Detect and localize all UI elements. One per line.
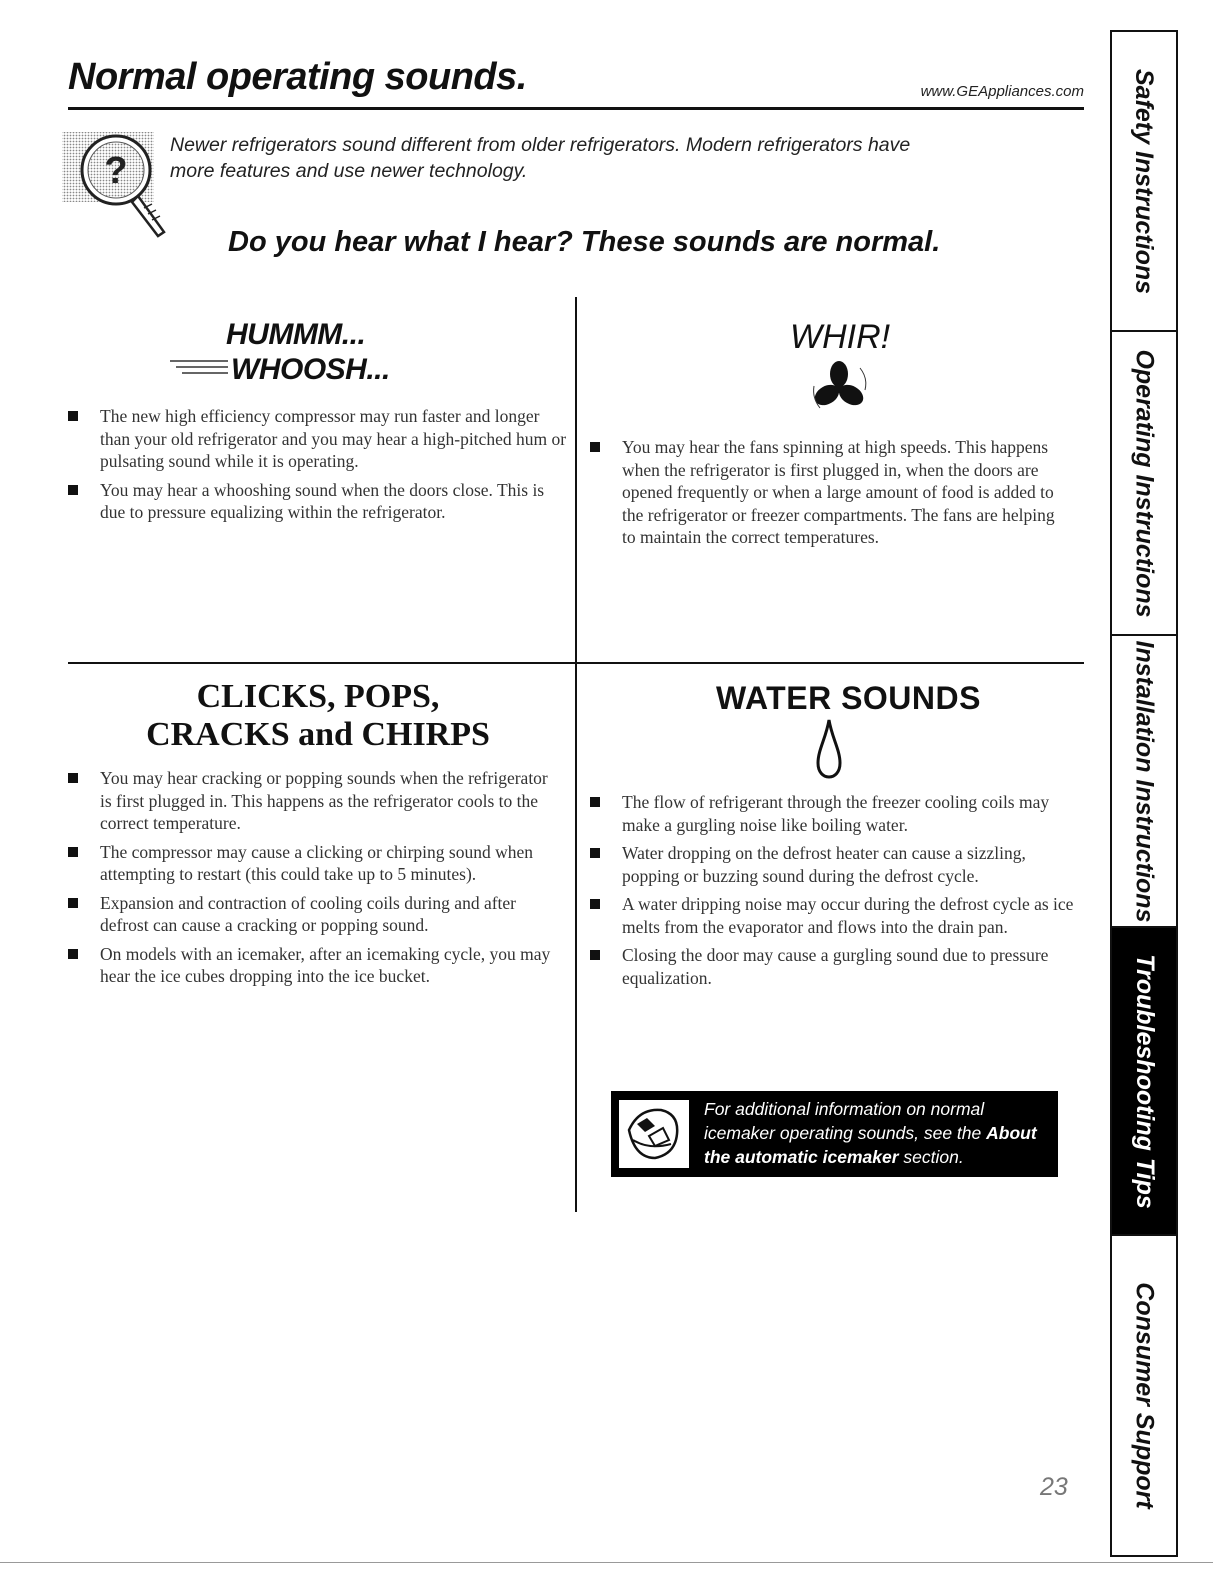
clicks-heading-line-1: CLICKS, POPS, <box>196 678 440 715</box>
title-divider <box>68 107 1084 110</box>
list-item: A water dripping noise may occur during the defrost cycle as ice melts from the evaporator and flows into the drain pan. <box>590 893 1080 938</box>
list-item: The compressor may cause a clicking or chirping sound when attempting to restart (this could take up to 5 minutes). <box>68 841 558 886</box>
column-divider <box>575 297 577 1212</box>
section-subheading: Do you hear what I hear? These sounds are normal. <box>228 226 941 258</box>
side-tab-bar <box>1110 30 1178 1557</box>
website-url: www.GEAppliances.com <box>920 83 1084 100</box>
clicks-heading-line-2: CRACKS and CHIRPS <box>146 716 490 753</box>
list-item: Expansion and contraction of cooling coils during and after defrost can cause a cracking or popping sound. <box>68 892 558 937</box>
list-item: You may hear cracking or popping sounds when the refrigerator is first plugged in. This happens as the refrigerator cools to the correct temperature. <box>68 767 558 835</box>
icemaker-info-box <box>611 1091 1058 1177</box>
tab-operating-instructions[interactable]: Operating Instructions <box>1112 332 1176 636</box>
water-drop-icon <box>815 718 843 780</box>
list-item: On models with an icemaker, after an icemaking cycle, you may hear the ice cubes dropping into the ice bucket. <box>68 943 558 988</box>
whoosh-heading: WHOOSH... <box>231 353 390 386</box>
intro-text: Newer refrigerators sound different from older refrigerators. Modern refrigerators have more features and use newer technology. <box>170 134 911 182</box>
list-item: Water dropping on the defrost heater can cause a sizzling, popping or buzzing sound during the defrost cycle. <box>590 842 1080 887</box>
hum-bullet-list <box>68 405 568 530</box>
tab-troubleshooting-tips[interactable]: Troubleshooting Tips <box>1112 928 1176 1236</box>
whoosh-lines-icon <box>170 357 228 377</box>
water-bullet-list <box>590 791 1080 995</box>
hum-heading: HUMMM... <box>226 318 366 351</box>
page-title: Normal operating sounds. <box>68 56 527 98</box>
magnifier-question-icon <box>60 128 178 246</box>
icemaker-info-text: For additional information on normal icemaker operating sounds, see the About the automatic icemaker section. <box>704 1099 1037 1167</box>
fan-icon <box>808 358 870 418</box>
bottom-divider <box>0 1562 1213 1563</box>
icemaker-icon <box>619 1100 689 1168</box>
whir-heading: WHIR! <box>790 318 891 356</box>
tab-installation-instructions[interactable]: Installation Instructions <box>1112 636 1176 928</box>
list-item: You may hear a whooshing sound when the doors close. This is due to pressure equalizing within the refrigerator. <box>68 479 568 524</box>
clicks-bullet-list <box>68 767 558 994</box>
water-sounds-heading: WATER SOUNDS <box>716 680 981 716</box>
list-item: You may hear the fans spinning at high speeds. This happens when the refrigerator is first plugged in, when the doors are opened frequently or when a large amount of food is added to the refrigerator or freezer compartments. The fans are helping to maintain the correct temperatures. <box>590 436 1070 549</box>
icemaker-section-reference: About the automatic icemaker <box>704 1123 1037 1167</box>
whir-bullet-list <box>590 436 1070 555</box>
list-item: The new high efficiency compressor may run faster and longer than your old refrigerator and you may hear a high-pitched hum or pulsating sound while it is operating. <box>68 405 568 473</box>
tab-consumer-support[interactable]: Consumer Support <box>1130 1282 1159 1509</box>
tab-safety-instructions[interactable]: Safety Instructions <box>1112 32 1176 332</box>
svg-text:?: ? <box>104 150 128 192</box>
clicks-heading <box>68 678 568 754</box>
list-item: The flow of refrigerant through the freezer cooling coils may make a gurgling noise like boiling water. <box>590 791 1080 836</box>
page-number: 23 <box>1040 1473 1068 1501</box>
list-item: Closing the door may cause a gurgling sound due to pressure equalization. <box>590 944 1080 989</box>
row-divider <box>68 662 1084 664</box>
